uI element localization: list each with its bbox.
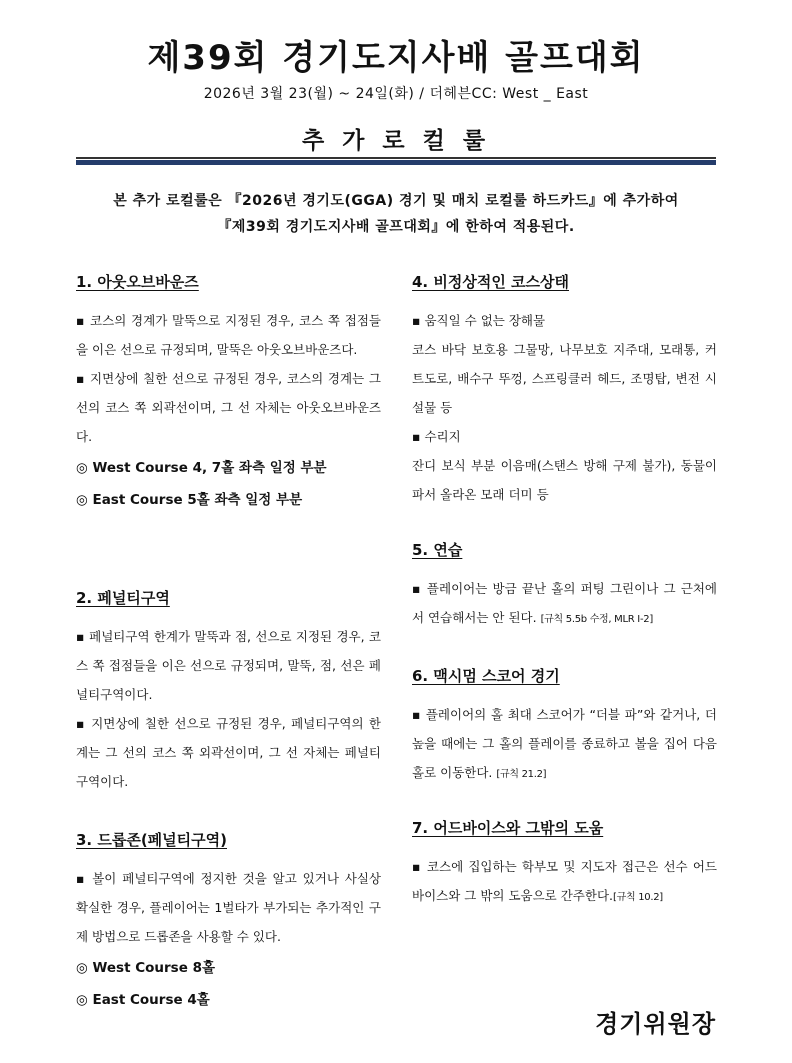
section-text: ▪ 코스의 경계가 말뚝으로 지정된 경우, 코스 쪽 접점들을 이은 선으로 규정되며, 말뚝은 아웃오브바운즈다. — [76, 313, 381, 357]
section-maximum-score — [412, 664, 717, 816]
section-text: 코스 바닥 보호용 그물망, 나무보호 지주대, 모래통, 커트도로, 배수구 뚜껑, 스프링클러 헤드, 조명탑, 변전 시설물 등 — [412, 342, 717, 415]
section-title: 2. 페널티구역 — [76, 589, 170, 607]
section-penalty-area — [76, 586, 381, 828]
course-note: ◎ East Course 5홀 좌측 일정 부분 — [76, 492, 303, 508]
event-dateline: 2026년 3월 23(월) ~ 24일(화) / 더헤븐CC: West _ East — [203, 86, 589, 102]
section-text: ▪ 지면상에 칠한 선으로 규정된 경우, 코스의 경계는 그 선의 코스 쪽 외곽선이며, 그 선 자체는 아웃오브바운즈다. — [76, 371, 381, 444]
page-title: 제39회 경기도지사배 골프대회 — [147, 38, 645, 78]
section-text — [412, 574, 717, 634]
course-note: ◎ East Course 4홀 — [76, 992, 210, 1008]
intro-line-2: 『제39회 경기도지사배 골프대회』에 한하여 적용된다. — [217, 219, 575, 235]
section-text: ▪ 볼이 페널티구역에 정지한 것을 알고 있거나 사실상 확실한 경우, 플레이어는 1벌타가 부가되는 추가적인 구제 방법으로 드롭존을 사용할 수 있다. — [76, 871, 381, 944]
section-abnormal-course-condition — [412, 270, 717, 538]
section-title: 3. 드롭존(페널티구역) — [76, 831, 227, 849]
section-title: 4. 비정상적인 코스상태 — [412, 273, 569, 291]
section-practice — [412, 538, 717, 664]
course-note: ◎ West Course 8홀 — [76, 960, 216, 976]
section-out-of-bounds — [76, 270, 381, 600]
section-title: 5. 연습 — [412, 541, 463, 559]
right-column — [412, 270, 717, 912]
divider-thick — [76, 160, 716, 165]
intro-paragraph — [76, 188, 716, 240]
left-column — [76, 270, 381, 1015]
rule-reference: [규칙 21.2] — [496, 769, 547, 780]
course-note: ◎ West Course 4, 7홀 좌측 일정 부분 — [76, 460, 327, 476]
signature: 경기위원장 — [595, 1010, 716, 1038]
section-title: 6. 맥시멈 스코어 경기 — [412, 667, 560, 685]
section-title: 1. 아웃오브바운즈 — [76, 273, 199, 291]
section-text: ▪ 움직일 수 없는 장해물 — [412, 313, 546, 328]
section-text-body: ▪ 코스에 집입하는 학부모 및 지도자 접근은 선수 어드바이스와 그 밖의 도움으로 간주한다. — [412, 859, 717, 903]
section-drop-zone — [76, 828, 381, 1015]
section-text: ▪ 수리지 — [412, 429, 461, 444]
section-text-body: ▪ 플레이어의 홀 최대 스코어가 “더블 파”와 같거나, 더 높을 때에는 그 홀의 플레이를 종료하고 볼을 집어 다음 홀로 이동한다. — [412, 707, 717, 780]
rule-reference: [규칙 10.2] — [613, 892, 663, 903]
section-text: ▪ 지면상에 칠한 선으로 규정된 경우, 페널티구역의 한계는 그 선의 코스 쪽 외곽선이며, 그 선 자체는 페널티구역이다. — [76, 716, 381, 789]
section-text — [412, 700, 717, 789]
section-text — [412, 852, 717, 912]
rule-reference: [규칙 5.5b 수정, MLR I-2] — [540, 614, 653, 625]
intro-line-1: 본 추가 로컬룰은 『2026년 경기도(GGA) 경기 및 매치 로컬룰 하드카드』에 추가하여 — [113, 193, 679, 209]
section-text: 잔디 보식 부분 이음매(스탠스 방해 구제 불가), 동물이 파서 올라온 모래 더미 등 — [412, 458, 717, 502]
section-title: 7. 어드바이스와 그밖의 도움 — [412, 819, 604, 837]
section-text: ▪ 페널티구역 한계가 말뚝과 점, 선으로 지정된 경우, 코스 쪽 접점들을 이은 선으로 규정되며, 말뚝, 점, 선은 페널티구역이다. — [76, 629, 381, 702]
page-subtitle: 추 가 로 컬 룰 — [301, 128, 491, 154]
divider-thin — [76, 157, 716, 159]
section-advice — [412, 816, 717, 912]
section-text-body: ▪ 플레이어는 방금 끝난 홀의 퍼팅 그린이나 그 근처에서 연습해서는 안 된다. — [412, 581, 717, 625]
